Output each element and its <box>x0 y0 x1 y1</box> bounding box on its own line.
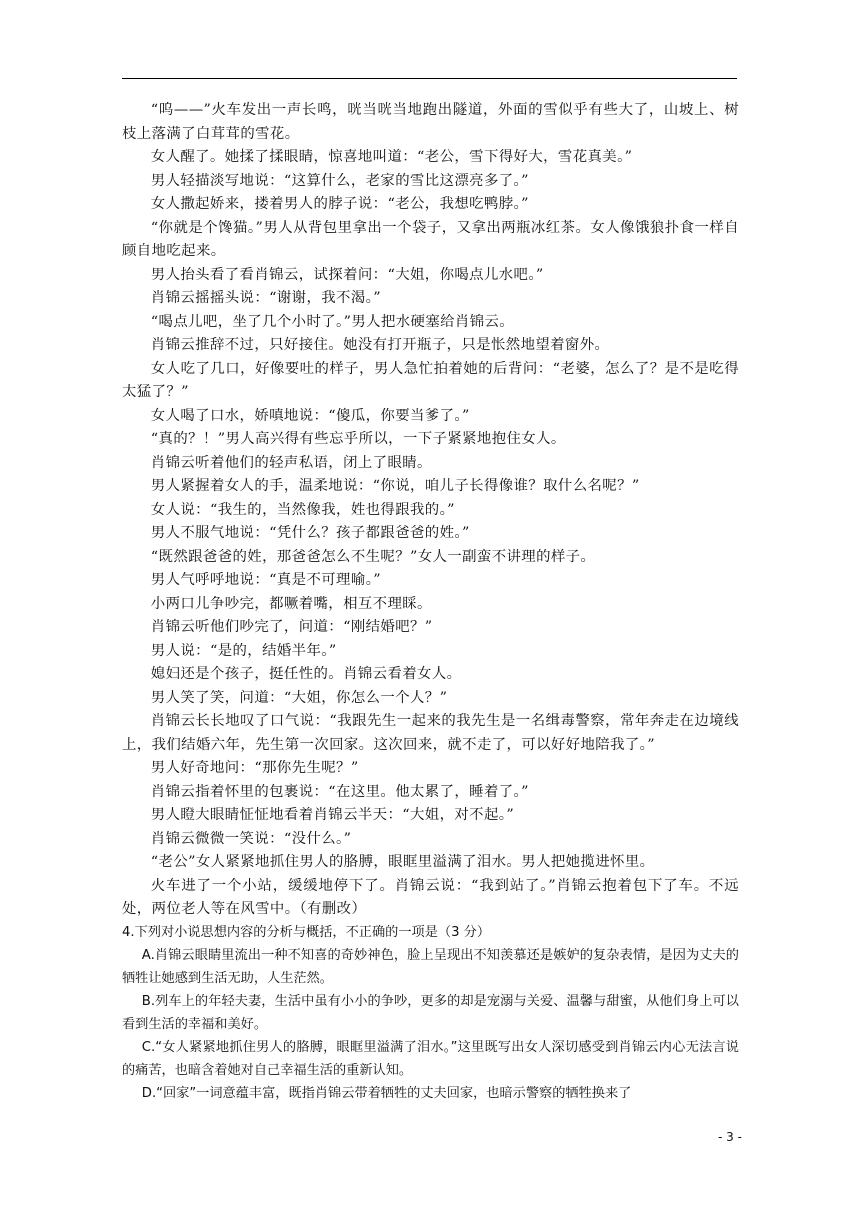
document-body <box>122 99 739 1105</box>
story-paragraph: “既然跟爸爸的姓，那爸爸怎么不生呢？”女人一副蛮不讲理的样子。 <box>150 548 596 565</box>
story-paragraph: 男人笑了笑，问道：“大姐，你怎么一个人？” <box>150 689 448 706</box>
story-paragraph: 男人紧握着女人的手，温柔地说：“你说，咱儿子长得像谁？取什么名呢？” <box>150 478 640 494</box>
question-option-c: C.“女人紧紧地抓住男人的胳膊，眼眶里溢满了泪水。”这里既写出女人深切感受到肖锦云内心无法言说的痛苦，也暗含着她对自己幸福生活的重新认知。 <box>122 1039 739 1078</box>
story-paragraph: 肖锦云长长地叹了口气说：“我跟先生一起来的我先生是一名缉毒警察，常年奔走在边境线上，我们结婚六年，先生第一次回家。这次回来，就不走了，可以好好地陪我了。” <box>122 713 739 753</box>
story-paragraph: “老公”女人紧紧地抓住男人的胳膊，眼眶里溢满了泪水。男人把她揽进怀里。 <box>150 854 655 870</box>
story-paragraph: 男人气呼呼地说：“真是不可理喻。” <box>150 572 381 588</box>
question-option-d: D.“回家”一词意蕴丰富，既指肖锦云带着牺牲的丈夫回家，也暗示警察的牺牲换来了 <box>141 1085 632 1101</box>
story-paragraph: “你就是个馋猫。”男人从背包里拿出一个袋子，又拿出两瓶冰红茶。女人像饿狼扑食一样自顾自地吃起来。 <box>122 219 739 259</box>
story-paragraph: 女人吃了几口，好像要吐的样子，男人急忙拍着她的后背问：“老婆，怎么了？是不是吃得太猛了？” <box>122 360 739 400</box>
story-paragraph: 男人好奇地问：“那你先生呢？” <box>150 760 359 776</box>
question-option-a: A.肖锦云眼睛里流出一种不知喜的奇妙神色，脸上呈现出不知羡慕还是嫉妒的复杂表情，是因为丈夫的牺牲让她感到生活无助，人生茫然。 <box>122 947 739 986</box>
story-paragraph: 女人说：“我生的，当然像我，姓也得跟我的。” <box>150 501 455 518</box>
story-paragraph: 肖锦云听着他们的轻声私语，闭上了眼睛。 <box>150 454 432 471</box>
story-paragraph: 肖锦云指着怀里的包裹说：“在这里。他太累了，睡着了。” <box>150 783 529 800</box>
story-paragraph: 肖锦云听他们吵完了，问道：“刚结婚吧？” <box>150 619 433 635</box>
story-paragraph: 小两口儿争吵完，都噘着嘴，相互不理睬。 <box>150 595 432 612</box>
header-rule <box>122 78 737 79</box>
story-paragraph: 火车进了一个小站，缓缓地停下了。肖锦云说：“我到站了。”肖锦云抱着包下了车。不远处，两位老人等在风雪中。（有删改） <box>122 877 739 917</box>
story-paragraph: “呜——”火车发出一声长鸣，咣当咣当地跑出隧道，外面的雪似乎有些大了，山坡上、树枝上落满了白茸茸的雪花。 <box>122 102 739 142</box>
story-paragraph: 男人说：“是的，结婚半年。” <box>150 642 337 659</box>
story-paragraph: 肖锦云摇摇头说：“谢谢，我不渴。” <box>150 290 381 306</box>
story-paragraph: “真的？！”男人高兴得有些忘乎所以，一下子紧紧地抱住女人。 <box>150 431 566 447</box>
story-paragraph: 女人喝了口水，娇嗔地说：“傻瓜，你要当爹了。” <box>150 407 470 424</box>
story-paragraph: 肖锦云推辞不过，只好接住。她没有打开瓶子，只是怅然地望着窗外。 <box>150 337 610 353</box>
story-paragraph: 肖锦云微微一笑说：“没什么。” <box>150 830 352 847</box>
story-paragraph: “喝点儿吧，坐了几个小时了。”男人把水硬塞给肖锦云。 <box>150 313 515 330</box>
story-paragraph: 女人醒了。她揉了揉眼睛，惊喜地叫道：“老公，雪下得好大，雪花真美。” <box>150 149 633 165</box>
story-paragraph: 男人不服气地说：“凭什么？孩子都跟爸爸的姓。” <box>150 525 470 541</box>
story-paragraph: 女人撒起娇来，搂着男人的脖子说：“老公，我想吃鸭脖。” <box>150 196 529 212</box>
story-paragraph: 媳妇还是个孩子，挺任性的。肖锦云看着女人。 <box>150 666 462 682</box>
story-paragraph: 男人瞪大眼睛怔怔地看着肖锦云半天：“大姐，对不起。” <box>150 807 515 823</box>
question-title: 4.下列对小说思想内容的分析与概括，不正确的一项是（3 分） <box>122 924 491 940</box>
question-option-b: B.列车上的年轻夫妻，生活中虽有小小的争吵，更多的却是宠溺与关爱、温馨与甜蜜，从他们身上可以看到生活的幸福和美好。 <box>122 993 739 1032</box>
page-number: - 3 - <box>718 1130 742 1144</box>
story-paragraph: 男人轻描淡写地说：“这算什么，老家的雪比这漂亮多了。” <box>150 172 529 189</box>
story-paragraph: 男人抬头看了看肖锦云，试探着问：“大姐，你喝点儿水吧。” <box>150 266 544 283</box>
